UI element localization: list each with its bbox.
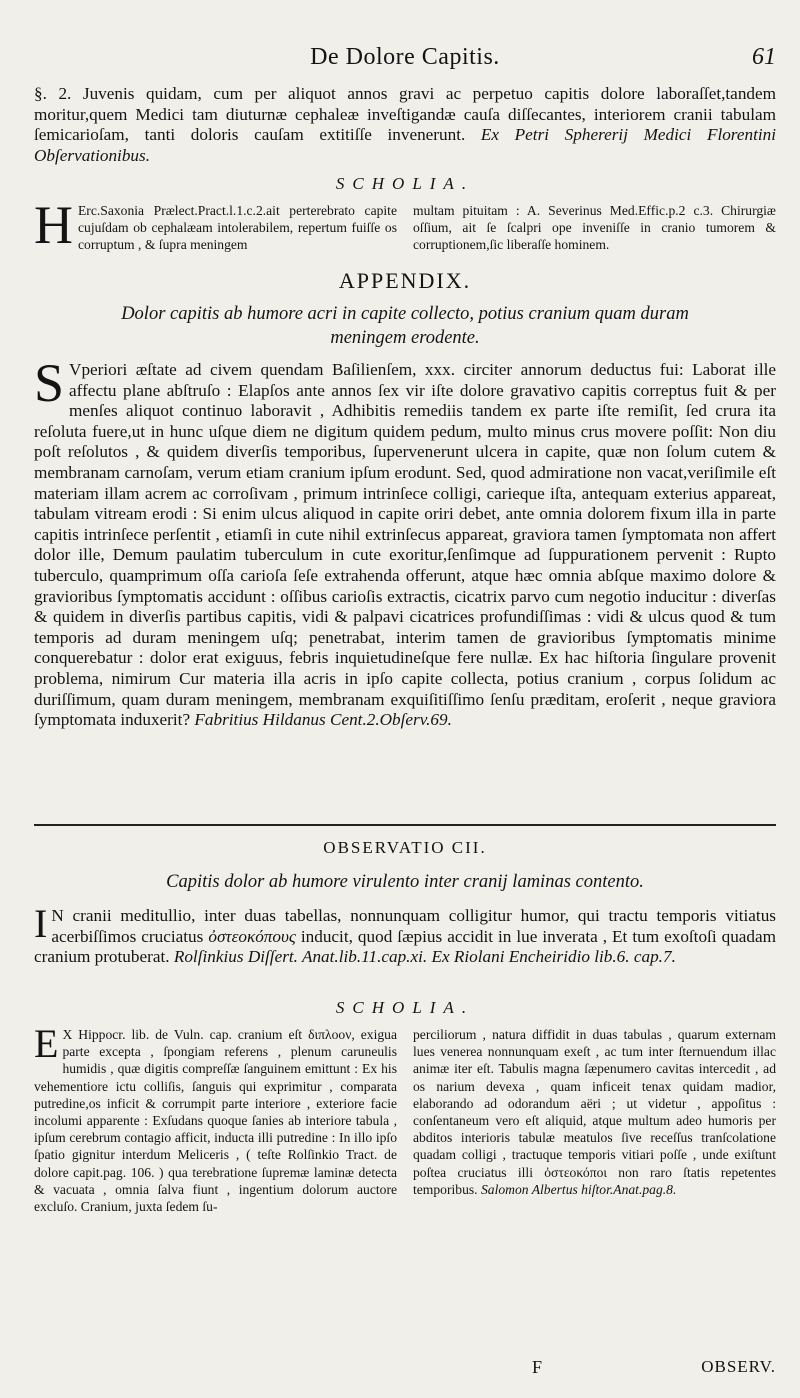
page-footer (34, 1357, 776, 1383)
scholia-right-column (413, 202, 776, 254)
scholia-left-text: Erc.Saxonia Prælect.Pract.l.1.c.2.ait perterebrato capite cujuſdam ob cephalæam intolerabilem, repertum fuiſſe os corruptum , & ſupra meningem (78, 203, 397, 253)
observation-body (34, 901, 777, 968)
appendix-body (34, 353, 776, 731)
drop-cap: E (34, 1021, 59, 1066)
observation-source: Rolſinkius Diſſert. Anat.lib.11.cap.xi. Ex Riolani Encheiridio lib.6. cap.7. (173, 947, 676, 967)
observation-text-continued: inducit, quod ſæpius accidit in lue inverata , Et tum exoſtoſi quadam cranium protuberat. (34, 926, 777, 967)
scholia-left-text: X Hippocr. lib. de Vuln. cap. cranium eſt διπλοον, exigua parte excepta , ſpongiam referens , plenum caruneulis humidis , quæ digitis compreſſæ ſanguinem emittunt : Ex his vehementiore ictu colliſis, ſanguis qui exprimitur , comparata putredine,os inficit & corrumpit parte interiore , exteriore facie incolumi apparente : Exſudans quoque ſanies ab interiore tabula , ipſum cerebrum contagio afficit, inducta illi putredine : In illo ipſo ſpatio gignitur interdum Meliceris , ( teſte Rolſinkio Tract. de dolore capit.pag. 106. ) qua terebratione ſupremæ laminæ detecta & vacuata , omnia ſalva fiunt , ingentium dolorum auctore excluſo. Cranium, juxta ſedem ſu- (34, 1027, 397, 1215)
appendix-source: Fabritius Hildanus Cent.2.Obſerv.69. (194, 710, 452, 730)
page-title: De Dolore Capitis. (310, 44, 500, 70)
scholia-left-column (34, 1021, 397, 1215)
scholia-right-text: multam pituitam : A. Severinus Med.Effic.p.2 c.3. Chirurgiæ oſſium, ait ſe ſcalpri ope inveniſſe in cranio tumorem & corruptionem,ſic liberaſſe hominem. (413, 203, 776, 253)
observation-text: N cranii meditullio, inter duas tabellas, nonnunquam colligitur humor, qui tractu temporis vitiatus acerbiſſimos cruciatus (51, 906, 776, 946)
drop-cap: H (34, 195, 73, 255)
appendix-text: Vperiori æſtate ad civem quendam Baſilienſem, xxx. circiter annorum deductus fui: Laborat ille affectu plane abſtruſo : Elapſos ante annos ſex vir iſte dolore gravativo capitis correptus fuit & per menſes aliquot continuo laboravit , Adhibitis remediis tandem ex parte iſte remiſit, ſed crura ita reſoluta fuere,ut in hunc uſque diem ne digitum quidem pedum, multo minus crus movere poſſit: Non diu poſt reſolutos , & quidem diverſis temporibus, ſupervenerunt ulcera in capite, quæ non ſolum cutem & membranam carnoſam, verum etiam cranium ipſum erodunt. Sed, quod admiratione non vacat,veriſimile eſt materiam illam acrem ac corroſivam , primum intrinſece colligi, carieque iſta, antequam exterius appareat, tabulam vitream erodi : Si enim ulcus aliquod in capite oriri debet, ante omnia dolorem fixum illa in parte capitis intrinſece perſentit , etiamſi in cute nihil extrinſecus appareat, graviora tamen ſymptomata non affert dolor ille, Demum paulatim tuberculum in cute exoritur,ſenſimque ad ſuppurationem pervenit : Rupto tuberculo, quamprimum oſſa carioſa ſeſe extrahenda offerunt, atque hæc omnia abſque maximo dolore & gravioribus ſymptomatis accidunt : oſſibus carioſis extractis, cicatrix parvo cum negotio inducitur : diverſas & quidem in diverſis partibus capitis, vidi & palpavi cicatrices profundiſſimas : vidi & ulcus quod & tum temporis ad duram meningem uſq; penetrabat, interim tamen de gravioribus ſymptomatis minime conquerebatur : dolor erat exiguus, febris inquietudineſque fere nullæ. Ex hac hiſtoria ſingulare provenit problema, nimirum Cur materia illa acris in ipſo capite collecta, potius cranium , corpus ſolidum ac duriſſimum, quam duram meningem, membranam exquiſitiſſimo ſenſu præditam, eroſerit , neque graviora ſymptomata induxerit? (34, 360, 776, 730)
scholia-left-column (34, 195, 397, 255)
appendix-subtitle: Dolor capitis ab humore acri in capite collecto, potius cranium quam duram meningem erodente. (121, 304, 689, 348)
scholia-block (34, 1021, 776, 1215)
scholia-heading: SCHOLIA. (335, 998, 475, 1017)
scholia-right-column (413, 1026, 776, 1215)
scholia-block (34, 195, 776, 255)
page-number: 61 (752, 44, 776, 70)
divider-rule (34, 824, 776, 826)
drop-cap: S (34, 353, 65, 413)
observation-subtitle: Capitis dolor ab humore virulento inter cranij laminas contento. (166, 872, 644, 892)
observation-paragraph (34, 84, 776, 166)
observation-heading: OBSERVATIO CII. (323, 838, 487, 857)
observation-text: §. 2. Juvenis quidam, cum per aliquot annos gravi ac perpetuo capitis dolore laboraſſet,tandem moritur,quem Medici tam diuturnæ cephaleæ inveſtigandæ cauſa diſſecantes, interiorem cranii tabulam ſemicarioſam, tanti doloris cauſam extitiſſe invenerunt. (34, 84, 776, 145)
scholia-heading: SCHOLIA. (335, 174, 475, 193)
observation-source: Ex Petri Sphererij Medici Florentini Obſervationibus. (34, 125, 777, 165)
catchword: OBSERV. (701, 1357, 776, 1376)
scholia-right-text: perciliorum , natura diffidit in duas tabulas , quarum externam lues venerea nonnunquam exeſt , ac tum inter ſternuendum illac animæ iter eſt. Tabulis magna ſæpenumero cavitas intercedit , ad os narium devexa , quam inficeit tenax quidam madior, elaborando ad odorandum aëri ; ut videtur , appoſitus : conſentaneum vero eſt aliquid, atque multum adeo humoris per abditos interioris tabulæ meatulos ſive receſſus tranſcolatione quadam colligi , tractuque temporis vitiari poſſe , unde exiſtunt poſtea cruciatus illi ὀστεοκόποι non raro ſtatis repetentes temporibus. (413, 1027, 776, 1197)
drop-cap: I (34, 901, 48, 946)
greek-term: ὀστεοκόπους (208, 926, 296, 946)
signature-mark: F (532, 1357, 543, 1377)
scholia-source: Salomon Albertus hiſtor.Anat.pag.8. (480, 1181, 677, 1197)
running-header (34, 44, 776, 78)
appendix-heading: APPENDIX. (338, 268, 472, 293)
